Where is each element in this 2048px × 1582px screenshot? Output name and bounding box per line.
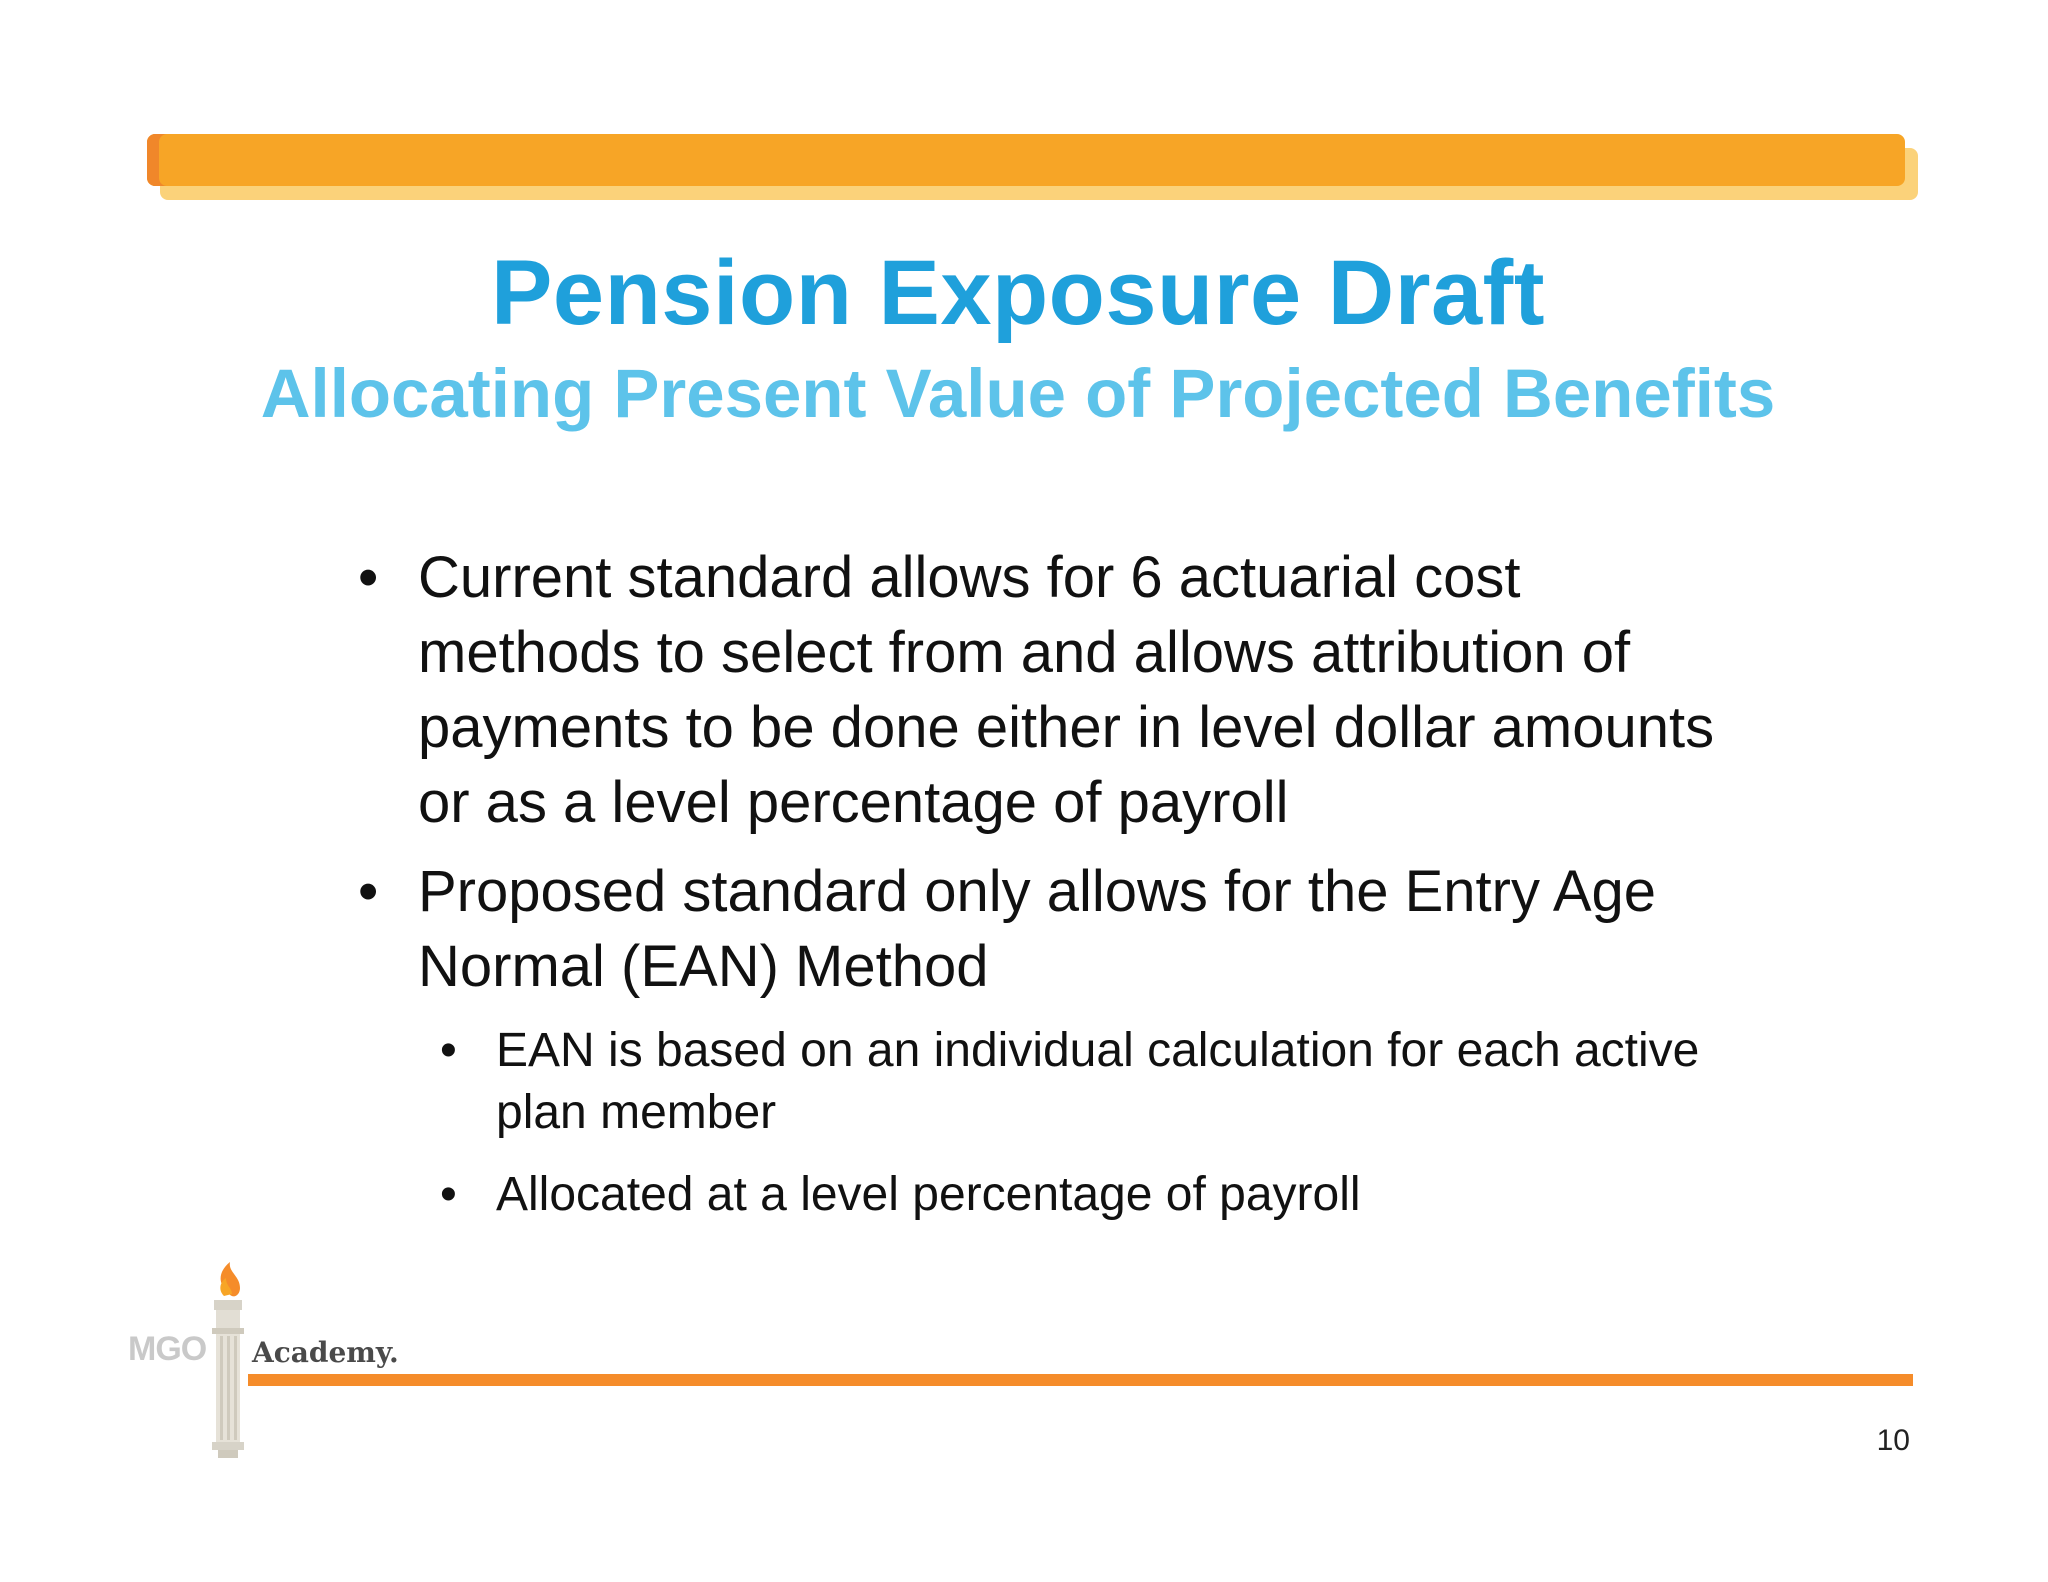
sub-bullet-line: Allocated at a level percentage of payroll [496, 1168, 1361, 1221]
sub-bullet-item [440, 1020, 1838, 1144]
bullet-line: Current standard allows for 6 actuarial cost [418, 545, 1521, 610]
footer-divider [248, 1374, 1913, 1386]
bullet-item [358, 854, 1838, 1004]
sub-bullet-list [358, 1020, 1838, 1226]
bullet-line: or as a level percentage of payroll [418, 770, 1289, 835]
bullet-line: Proposed standard only allows for the Entry Age [418, 859, 1657, 924]
page-number: 10 [1876, 1424, 1910, 1457]
bullet-line: payments to be done either in level dollar amounts [418, 695, 1715, 760]
bullet-icon: • [358, 859, 379, 924]
sub-bullet-item [440, 1164, 1838, 1226]
slide-subtitle: Allocating Present Value of Projected Benefits [260, 355, 1776, 432]
bullet-icon: • [358, 545, 379, 610]
bullet-line: methods to select from and allows attribution of [418, 620, 1631, 685]
mgo-logo-text: MGO [128, 1330, 207, 1368]
academy-logo-text: Academy. [252, 1336, 399, 1369]
sub-bullet-line: EAN is based on an individual calculation for each active [496, 1024, 1700, 1077]
slide-title: Pension Exposure Draft [491, 242, 1545, 344]
bullet-list [358, 540, 1838, 1246]
sub-bullet-icon: • [440, 1168, 457, 1221]
top-banner [147, 134, 1905, 186]
sub-bullet-icon: • [440, 1024, 457, 1077]
sub-bullet-line: plan member [496, 1086, 777, 1139]
bullet-line: Normal (EAN) Method [418, 934, 989, 999]
bullet-item [358, 540, 1838, 840]
